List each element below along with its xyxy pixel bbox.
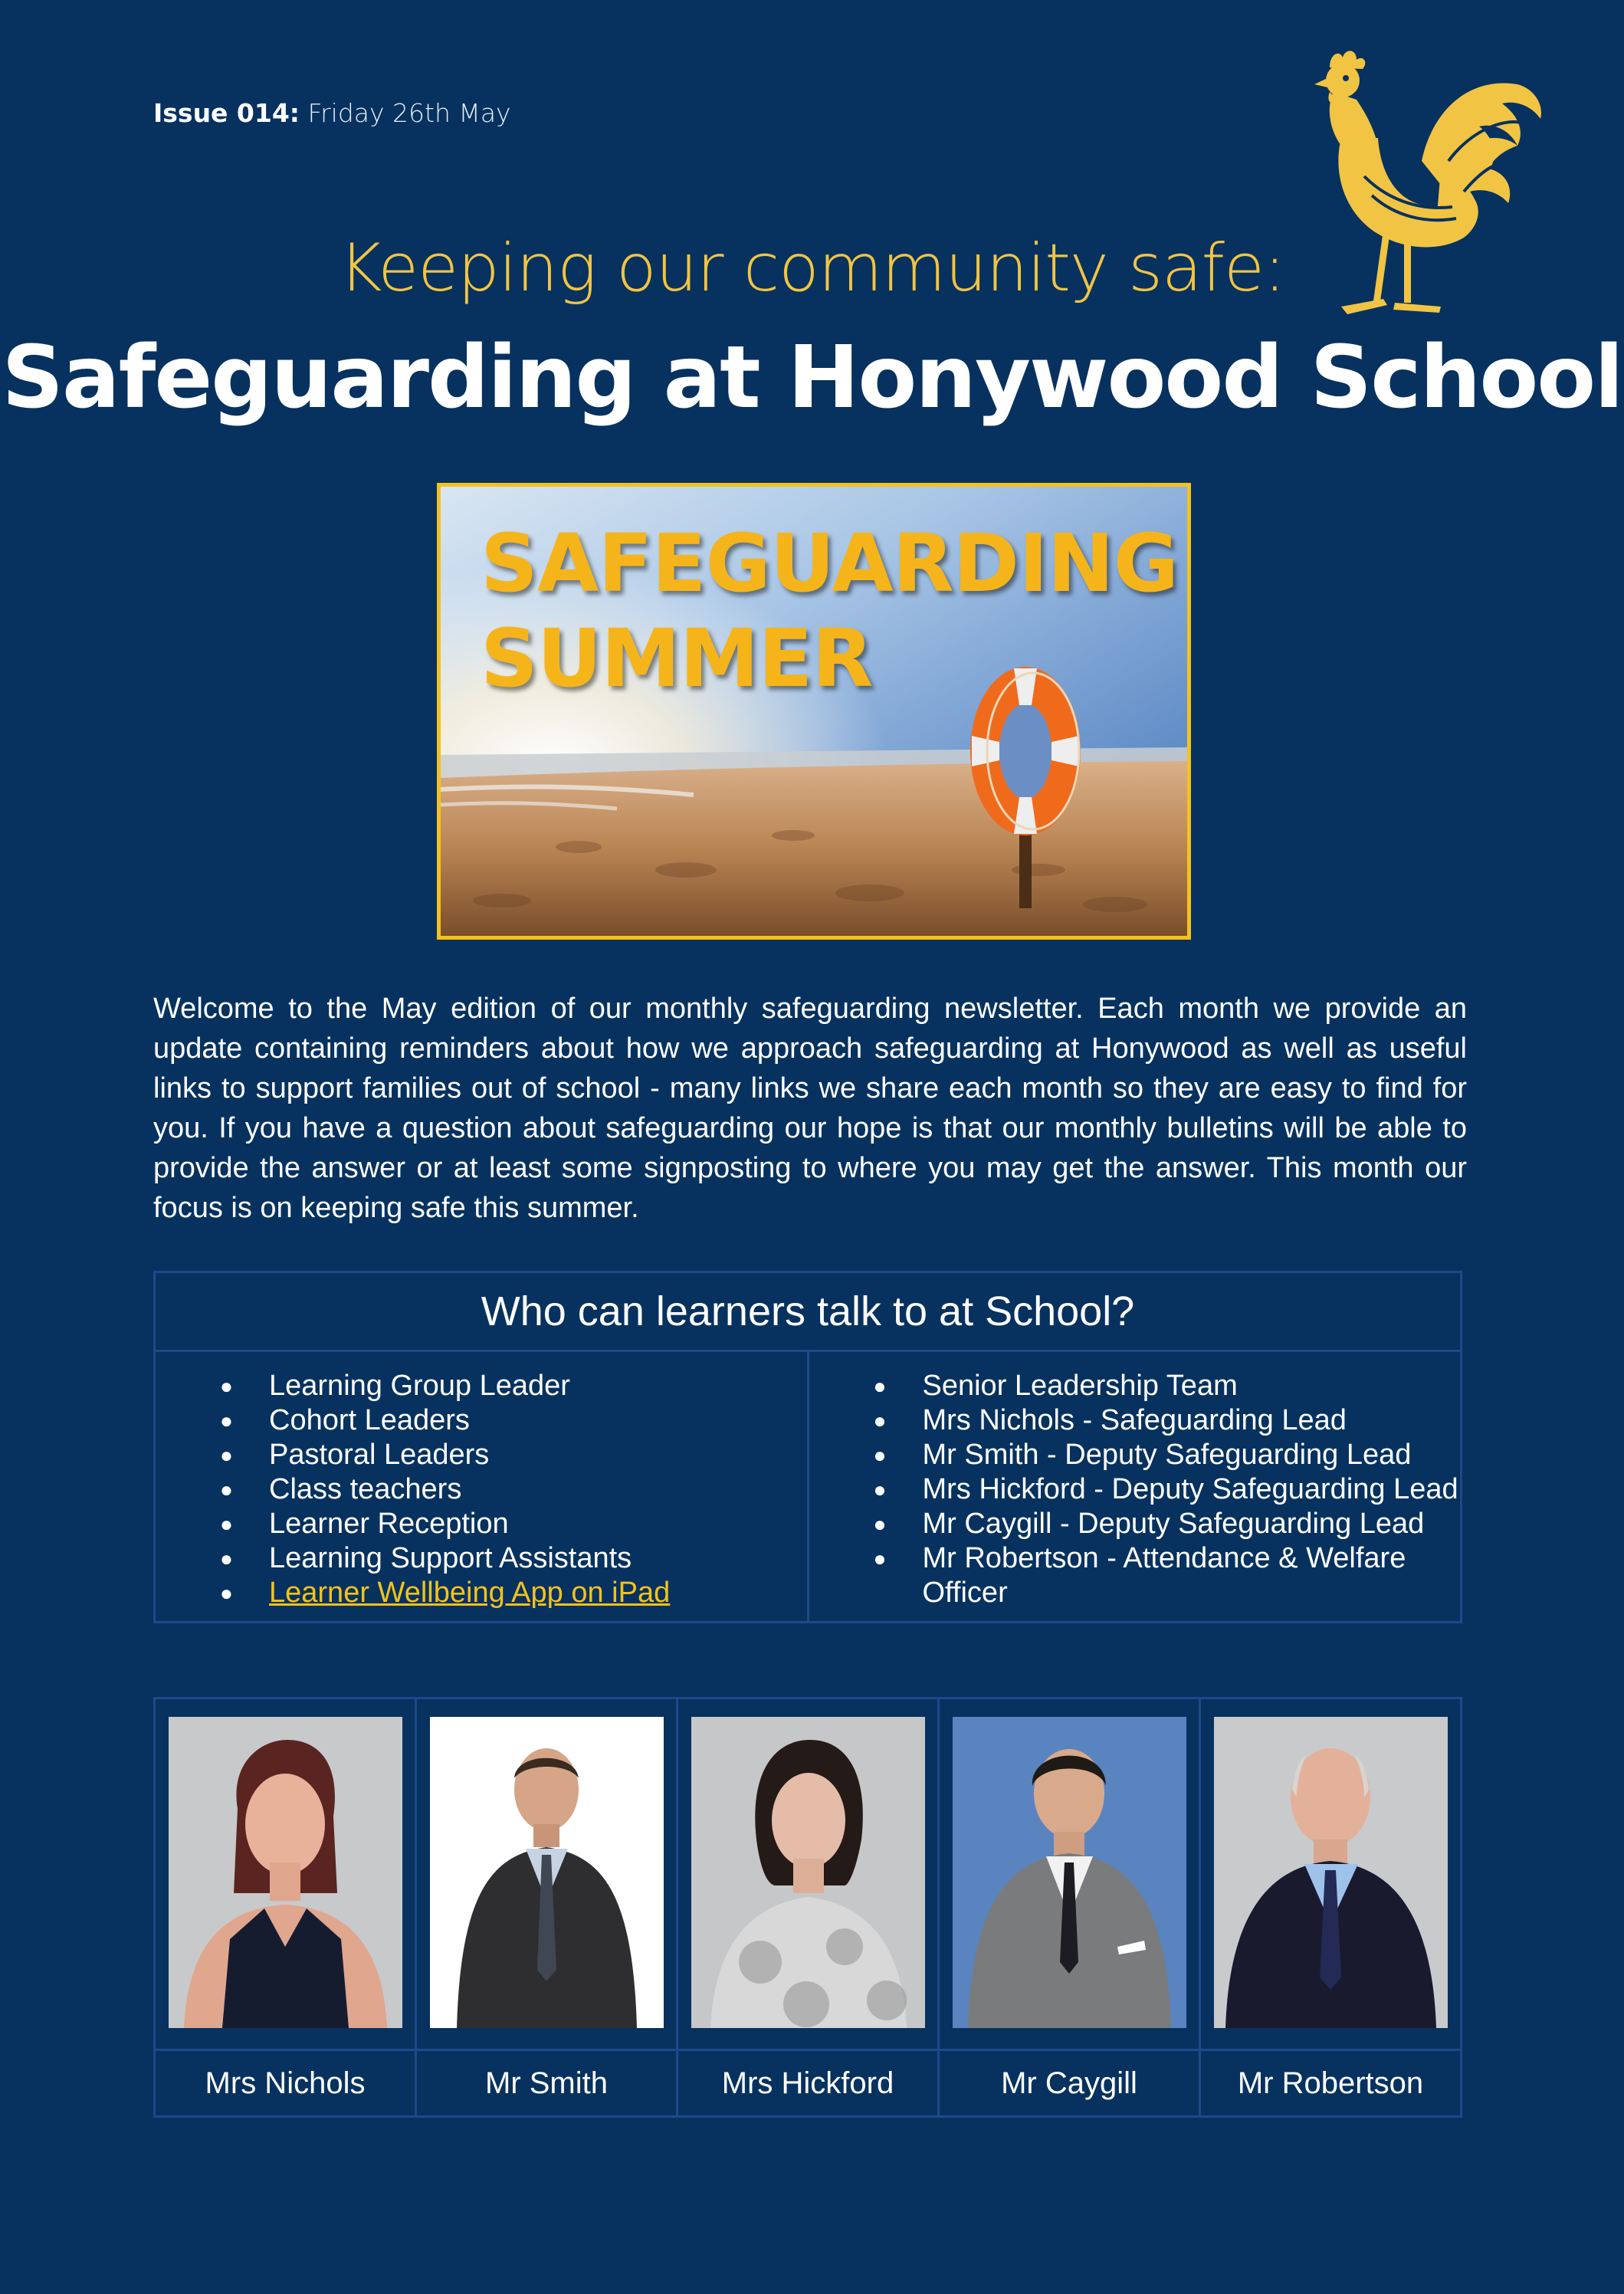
staff-photo-cell (1200, 1698, 1462, 2050)
hero-caption-line-1: SAFEGUARDING (481, 517, 1179, 610)
staff-name: Mrs Hickford (677, 2050, 939, 2117)
who-to-talk-to-table (153, 1271, 1462, 1623)
issue-date: Friday 26th May (307, 98, 511, 128)
staff-name: Mrs Nichols (155, 2050, 416, 2117)
staff-photo-mrs-hickford (691, 1717, 925, 2028)
intro-paragraph: Welcome to the May edition of our monthly safeguarding newsletter. Each month we provide an update containing reminders about how we approach safeguarding at Honywood as well as useful links to support families out of school - many links we share each month so they are easy to find for you. If you have a question about safeguarding our hope is that our monthly bulletins will be able to provide the answer or at least some signposting to where you may get the answer. This month our focus is on keeping safe this summer. (153, 993, 1467, 1224)
staff-photo-cell (416, 1698, 677, 2050)
staff-photo-mr-caygill (953, 1717, 1186, 2028)
staff-photo-cell (939, 1698, 1200, 2050)
staff-photo-table (153, 1697, 1462, 2118)
staff-photo-mr-smith (430, 1717, 664, 2028)
staff-name: Mr Robertson (1200, 2050, 1462, 2117)
contact-list-item: ● Learner Reception (269, 1507, 807, 1541)
school-contacts-column (155, 1351, 809, 1623)
contact-list-item: ● Learning Support Assistants (269, 1541, 807, 1576)
contact-list-item: ● Learning Group Leader (269, 1369, 807, 1403)
contact-list-item: ● Pastoral Leaders (269, 1438, 807, 1472)
hero-image (437, 483, 1191, 940)
leadership-contacts-column (808, 1351, 1462, 1623)
contact-list-item: ● Mr Robertson - Attendance & Welfare Officer (923, 1541, 1461, 1610)
staff-photo-cell (155, 1698, 416, 2050)
staff-photo-cell (677, 1698, 939, 2050)
who-to-talk-to-heading: Who can learners talk to at School? (155, 1272, 1462, 1351)
wellbeing-app-link[interactable]: Learner Wellbeing App on iPad (269, 1577, 671, 1609)
staff-photo-mr-robertson (1214, 1717, 1448, 2028)
contact-list-item (269, 1576, 807, 1610)
contact-list-item: ● Mr Caygill - Deputy Safeguarding Lead (923, 1507, 1461, 1541)
contact-list-item: ● Mr Smith - Deputy Safeguarding Lead (923, 1438, 1461, 1472)
contact-list-item: ● Class teachers (269, 1472, 807, 1507)
issue-label: Issue 014: (153, 98, 300, 128)
contact-list-item: ● Mrs Nichols - Safeguarding Lead (923, 1403, 1461, 1438)
hero-caption-line-2: SUMMER (481, 612, 873, 705)
issue-line (153, 98, 511, 128)
staff-name: Mr Caygill (939, 2050, 1200, 2117)
staff-name: Mr Smith (416, 2050, 677, 2117)
page-subtitle: Keeping our community safe: (339, 230, 1285, 307)
staff-photo-mrs-nichols (169, 1717, 402, 2028)
hero-caption (481, 516, 1178, 706)
contact-list-item: ● Senior Leadership Team (923, 1369, 1461, 1403)
page-title: Safeguarding at Honywood School (2, 328, 1622, 428)
contact-list-item: ● Cohort Leaders (269, 1403, 807, 1438)
contact-list-item: ● Mrs Hickford - Deputy Safeguarding Lead (923, 1472, 1461, 1507)
